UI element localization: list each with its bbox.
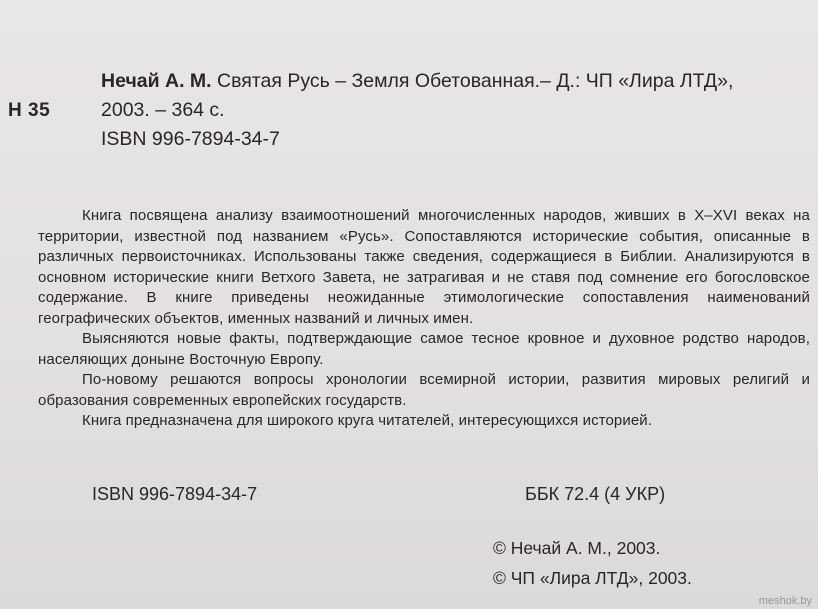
- record-line-1: [101, 67, 813, 96]
- bibliographic-record: [101, 67, 813, 154]
- copyright-publisher: © ЧП «Лира ЛТД», 2003.: [493, 568, 692, 588]
- bbk-index: ББК 72.4 (4 УКР): [525, 484, 666, 504]
- isbn-bottom: ISBN 996-7894-34-7: [92, 484, 258, 504]
- title-and-publisher: Святая Русь – Земля Обетованная.– Д.: ЧП «Лира ЛТД»,: [211, 70, 734, 92]
- library-code: Н 35: [8, 100, 51, 121]
- annotation-text: [38, 206, 810, 432]
- annotation-paragraph: По-новому решаются вопросы хронологии всемирной истории, развития мировых религий и образования современных европейских государств.: [38, 371, 810, 409]
- copyright-author: © Нечай А. М., 2003.: [493, 538, 661, 558]
- site-watermark: meshok.by: [758, 595, 812, 607]
- year-and-pages: 2003. – 364 с.: [101, 99, 225, 121]
- annotation-paragraph: Книга посвящена анализу взаимоотношений многочисленных народов, живших в X–XVI веках на территории, известной под названием «Русь». Сопоставляются исторические события, описанные в различных первоисточниках. Использованы также сведения, содержащиеся в Библии. Анализируются в основном исторические книги Ветхого Завета, не затрагивая и не ставя под сомнение его богословское содержание. В книге приведены неожиданные этимологические сопоставления наименований географических объектов, именных названий и личных имен.: [38, 207, 810, 327]
- annotation-paragraph: Выясняются новые факты, подтверждающие самое тесное кровное и духовное родство народов, населяющих доныне Восточную Европу.: [38, 330, 810, 368]
- annotation-paragraph: Книга предназначена для широкого круга читателей, интересующихся историей.: [82, 412, 653, 429]
- author-name: Нечай А. М.: [101, 70, 212, 92]
- isbn-top: ISBN 996-7894-34-7: [101, 128, 280, 150]
